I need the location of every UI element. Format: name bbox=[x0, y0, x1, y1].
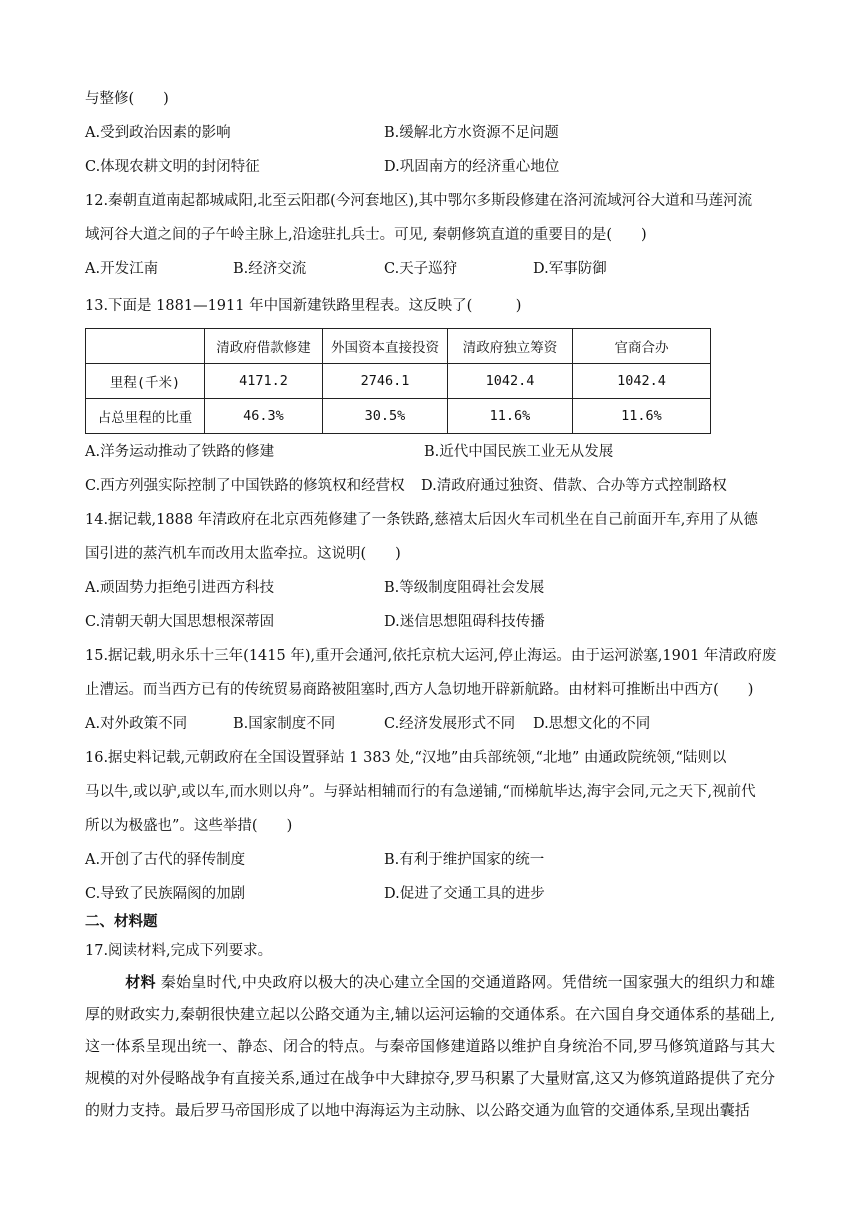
q13-stem: 13.下面是 1881—1911 年中国新建铁路里程表。这反映了( ) bbox=[85, 298, 522, 314]
q14-stem-line1: 14.据记载,1888 年清政府在北京西苑修建了一条铁路,慈禧太后因火车司机坐在自己前面开车,弃用了从德 bbox=[85, 512, 758, 528]
q17-stem: 17.阅读材料,完成下列要求。 bbox=[85, 943, 273, 959]
q11-option-b: B.缓解北方水资源不足问题 bbox=[384, 125, 559, 141]
q12-option-b: B.经济交流 bbox=[233, 261, 307, 277]
table-cell: 1042.4 bbox=[573, 364, 711, 399]
material-label: 材料 bbox=[125, 973, 156, 991]
table-cell: 11.6% bbox=[448, 399, 573, 434]
q16-option-d: D.促进了交通工具的进步 bbox=[384, 886, 545, 902]
table-row bbox=[86, 399, 711, 434]
q12-stem-line1: 12.秦朝直道南起都城咸阳,北至云阳郡(今河套地区),其中鄂尔多斯段修建在洛河流域河谷大道和马莲河流 bbox=[85, 193, 753, 209]
table-row bbox=[86, 364, 711, 399]
table-header-cell: 清政府借款修建 bbox=[205, 329, 323, 364]
q16-stem-line1: 16.据史料记载,元朝政府在全国设置驿站 1 383 处,“汉地”由兵部统领,“北地” 由通政院统领,“陆则以 bbox=[85, 750, 727, 766]
table-header-cell: 清政府独立筹资 bbox=[448, 329, 573, 364]
table-cell: 1042.4 bbox=[448, 364, 573, 399]
q12-option-c: C.天子巡狩 bbox=[384, 261, 458, 277]
material-text: 秦始皇时代,中央政府以极大的决心建立全国的交通道路网。凭借统一国家强大的组织力和雄厚的财政实力,秦朝很快建立起以公路交通为主,辅以运河运输的交通体系。在六国自身交通体系的基础上,这一体系呈现出统一、静态、闭合的特点。与秦帝国修建道路以维护自身统治不同,罗马修筑道路与其大规模的对外侵略战争有直接关系,通过在战争中大肆掠夺,罗马积累了大量财富,这又为修筑道路提供了充分的财力支持。最后罗马帝国形成了以地中海海运为主动脉、以公路交通为血管的交通体系,呈现出囊括 bbox=[85, 973, 775, 1119]
q15-option-d: D.思想文化的不同 bbox=[533, 716, 651, 732]
q12-stem-line2: 域河谷大道之间的子午岭主脉上,沿途驻扎兵士。可见, 秦朝修筑直道的重要目的是( ) bbox=[85, 227, 647, 243]
table-cell: 11.6% bbox=[573, 399, 711, 434]
table-cell: 占总里程的比重 bbox=[86, 399, 205, 434]
table-header-cell bbox=[86, 329, 205, 364]
q17-material-paragraph bbox=[85, 966, 775, 1126]
section-heading: 二、材料题 bbox=[85, 914, 158, 930]
table-header-cell: 官商合办 bbox=[573, 329, 711, 364]
q11-option-c: C.体现农耕文明的封闭特征 bbox=[85, 159, 260, 175]
q16-stem-line2: 马以牛,或以驴,或以车,而水则以舟”。与驿站相辅而行的有急递铺,“而梯航毕达,海宇会同,元之天下,视前代 bbox=[85, 784, 756, 800]
q13-option-b: B.近代中国民族工业无从发展 bbox=[424, 444, 614, 460]
table-header-row bbox=[86, 329, 711, 364]
q14-stem-line2: 国引进的蒸汽机车而改用太监牵拉。这说明( ) bbox=[85, 546, 401, 562]
q15-option-a: A.对外政策不同 bbox=[85, 716, 188, 732]
q12-option-a: A.开发江南 bbox=[85, 261, 159, 277]
table-cell: 30.5% bbox=[323, 399, 448, 434]
q15-stem-line2: 止漕运。而当西方已有的传统贸易商路被阻塞时,西方人急切地开辟新航路。由材料可推断出中西方( ) bbox=[85, 682, 754, 698]
q11-stem-continuation: 与整修( ) bbox=[85, 91, 169, 107]
q15-option-b: B.国家制度不同 bbox=[233, 716, 336, 732]
q16-option-a: A.开创了古代的驿传制度 bbox=[85, 852, 246, 868]
q13-option-d: D.清政府通过独资、借款、合办等方式控制路权 bbox=[421, 478, 727, 494]
q14-option-d: D.迷信思想阻碍科技传播 bbox=[384, 614, 545, 630]
table-cell: 2746.1 bbox=[323, 364, 448, 399]
q16-option-c: C.导致了民族隔阂的加剧 bbox=[85, 886, 246, 902]
table-header-cell: 外国资本直接投资 bbox=[323, 329, 448, 364]
table-cell: 4171.2 bbox=[205, 364, 323, 399]
q14-option-c: C.清朝天朝大国思想根深蒂固 bbox=[85, 614, 275, 630]
q16-option-b: B.有利于维护国家的统一 bbox=[384, 852, 545, 868]
q13-option-c: C.西方列强实际控制了中国铁路的修筑权和经营权 bbox=[85, 478, 405, 494]
table-cell: 46.3% bbox=[205, 399, 323, 434]
railway-mileage-table bbox=[85, 328, 711, 434]
table-cell: 里程(千米) bbox=[86, 364, 205, 399]
q11-option-d: D.巩固南方的经济重心地位 bbox=[384, 159, 560, 175]
q13-option-a: A.洋务运动推动了铁路的修建 bbox=[85, 444, 275, 460]
q14-option-a: A.顽固势力拒绝引进西方科技 bbox=[85, 580, 275, 596]
q14-option-b: B.等级制度阻碍社会发展 bbox=[384, 580, 545, 596]
q12-option-d: D.军事防御 bbox=[533, 261, 607, 277]
q11-option-a: A.受到政治因素的影响 bbox=[85, 125, 231, 141]
q15-option-c: C.经济发展形式不同 bbox=[384, 716, 516, 732]
q15-stem-line1: 15.据记载,明永乐十三年(1415 年),重开会通河,依托京杭大运河,停止海运。由于运河淤塞,1901 年清政府废 bbox=[85, 648, 777, 664]
q16-stem-line3: 所以为极盛也”。这些举措( ) bbox=[85, 818, 293, 834]
